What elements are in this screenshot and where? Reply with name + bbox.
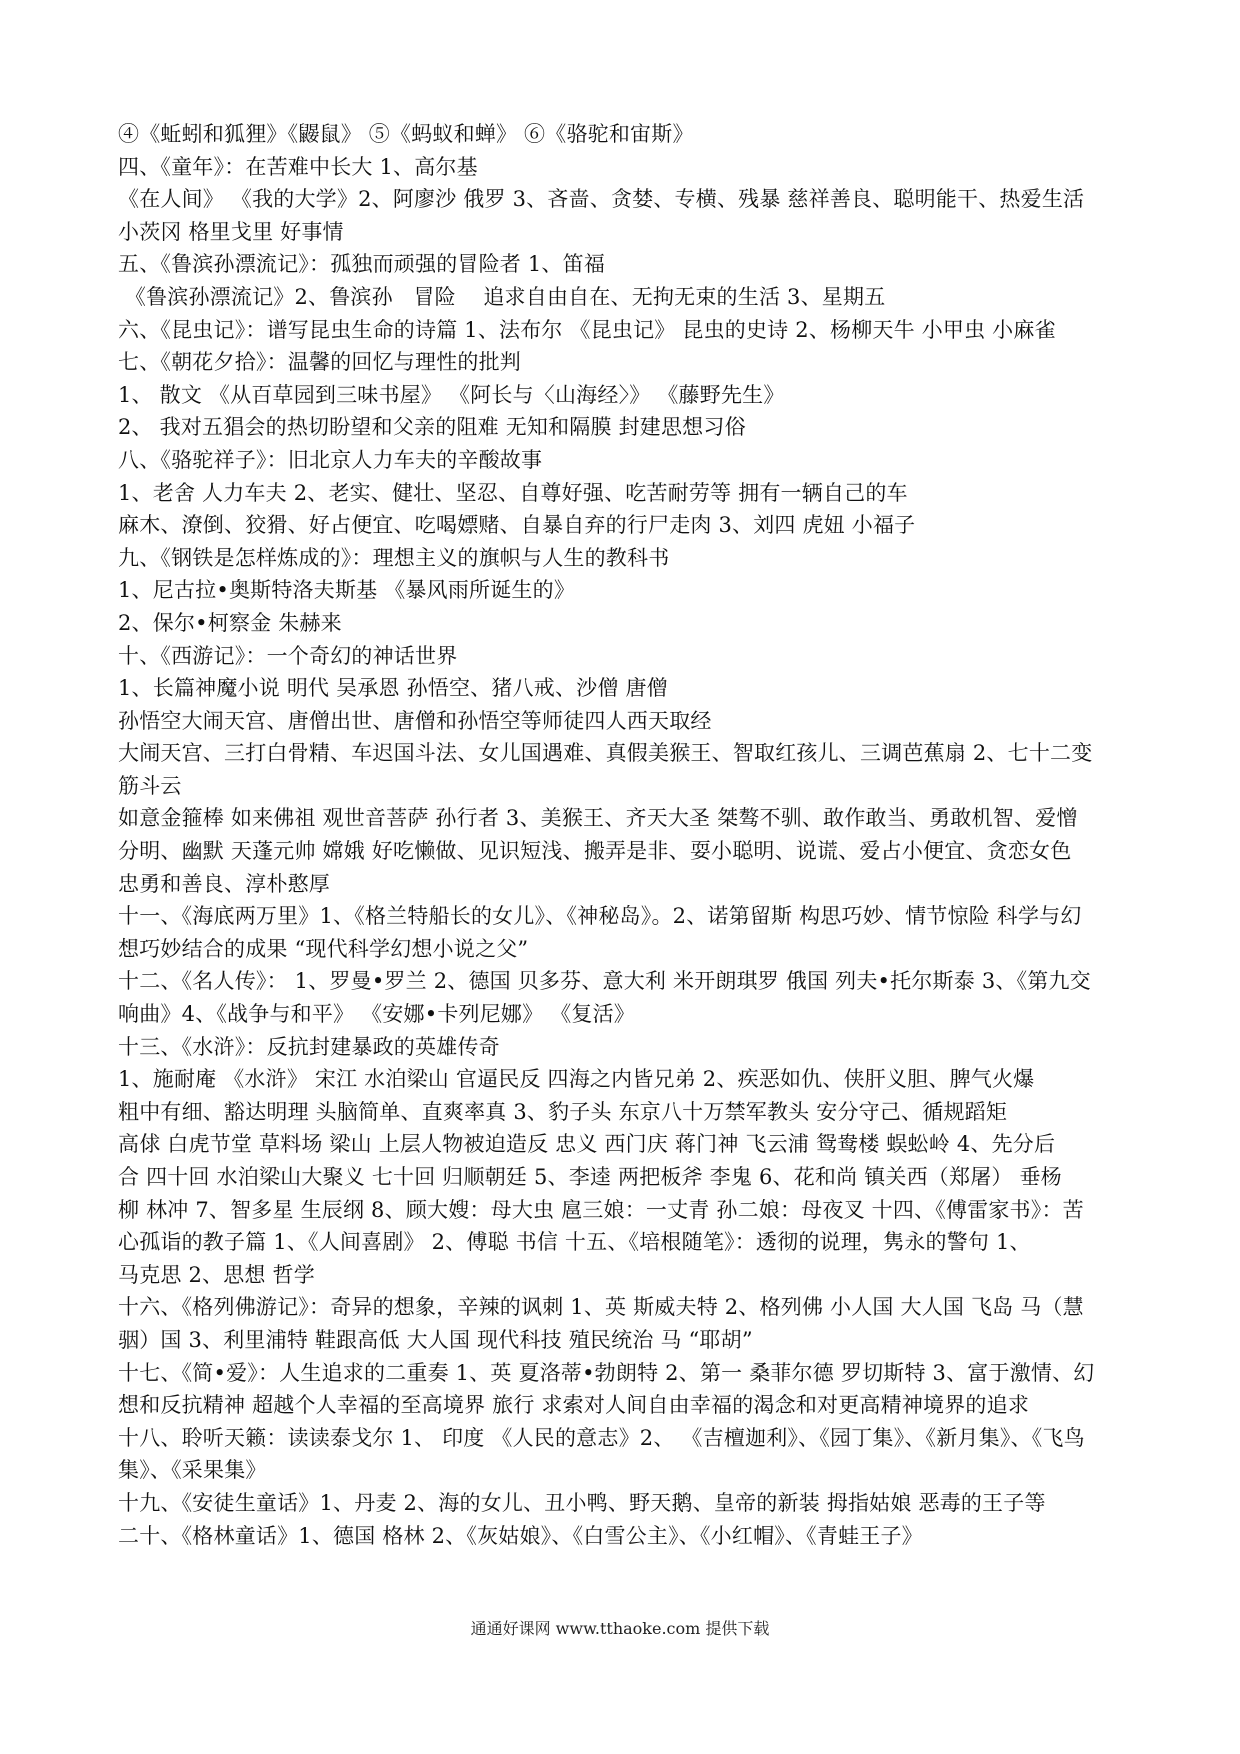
text-line: 大闹天宫、三打白骨精、车迟国斗法、女儿国遇难、真假美猴王、智取红孩儿、三调芭蕉扇 2、七十二变: [118, 741, 1093, 766]
text-line: 2、保尔•柯察金 朱赫来: [118, 610, 342, 635]
text-line: 五、《鲁滨孙漂流记》：孤独而顽强的冒险者 1、笛福: [118, 252, 606, 277]
text-line: 十二、《名人传》： 1、罗曼•罗兰 2、德国 贝多芬、意大利 米开朗琪罗 俄国 列夫•托尔斯泰 3、《第九交: [118, 969, 1091, 994]
text-line: 十三、《水浒》：反抗封建暴政的英雄传奇: [118, 1034, 500, 1059]
document-body: [118, 118, 1130, 1552]
text-line: 二十、《格林童话》1、德国 格林 2、《灰姑娘》、《白雪公主》、《小红帽》、《青蛙王子》: [118, 1523, 923, 1548]
text-line: 1、老舍 人力车夫 2、老实、健壮、坚忍、自尊好强、吃苦耐劳等 拥有一辆自己的车: [118, 480, 908, 505]
text-line: 柳 林冲 7、智多星 生辰纲 8、顾大嫂：母大虫 扈三娘：一丈青 孙二娘：母夜叉 十四、《傅雷家书》：苦: [118, 1197, 1084, 1222]
text-line: 1、施耐庵 《水浒》 宋江 水泊梁山 官逼民反 四海之内皆兄弟 2、疾恶如仇、侠肝义胆、脾气火爆: [118, 1067, 1035, 1092]
text-line: 孙悟空大闹天宫、唐僧出世、唐僧和孙悟空等师徒四人西天取经: [118, 708, 712, 733]
text-line: 想和反抗精神 超越个人幸福的至高境界 旅行 求索对人间自由幸福的渴念和对更高精神境界的追求: [118, 1393, 1030, 1418]
text-line: 1、 散文 《从百草园到三味书屋》 《阿长与〈山海经〉》 《藤野先生》: [118, 382, 785, 407]
text-line: 高俅 白虎节堂 草料场 梁山 上层人物被迫造反 忠义 西门庆 蒋门神 飞云浦 鸳鸯楼 蜈蚣岭 4、先分后: [118, 1132, 1056, 1157]
text-line: 六、《昆虫记》：谱写昆虫生命的诗篇 1、法布尔 《昆虫记》 昆虫的史诗 2、杨柳天牛 小甲虫 小麻雀: [118, 317, 1056, 342]
text-line: 《在人间》 《我的大学》2、阿廖沙 俄罗 3、吝啬、贪婪、专横、残暴 慈祥善良、聪明能干、热爱生活: [118, 187, 1085, 212]
text-line: 2、 我对五猖会的热切盼望和父亲的阻难 无知和隔膜 封建思想习俗: [118, 415, 746, 440]
page-footer: 通通好课网 www.tthaoke.com 提供下载: [470, 1619, 770, 1638]
text-line: 心孤诣的教子篇 1、《人间喜剧》 2、傅聪 书信 十五、《培根随笔》：透彻的说理，隽永的警句 1、: [118, 1230, 1031, 1255]
text-line: 如意金箍棒 如来佛祖 观世音菩萨 孙行者 3、美猴王、齐天大圣 桀骜不驯、敢作敢当、勇敢机智、爱憎: [118, 806, 1078, 831]
text-line: 八、《骆驼祥子》：旧北京人力车夫的辛酸故事: [118, 447, 543, 472]
text-line: 《鲁滨孙漂流记》2、鲁滨孙 冒险 追求自由自在、无拘无束的生活 3、星期五: [118, 284, 886, 309]
text-line: 十七、《简•爱》：人生追求的二重奏 1、英 夏洛蒂•勃朗特 2、第一 桑菲尔德 罗切斯特 3、富于激情、幻: [118, 1360, 1095, 1385]
text-line: 麻木、潦倒、狡猾、好占便宜、吃喝嫖赌、自暴自弃的行尸走肉 3、刘四 虎妞 小福子: [118, 513, 916, 538]
text-line: 四、《童年》：在苦难中长大 1、高尔基: [118, 154, 478, 179]
text-line: 忠勇和善良、淳朴憨厚: [118, 871, 330, 896]
text-line: 分明、幽默 天蓬元帅 嫦娥 好吃懒做、见识短浅、搬弄是非、耍小聪明、说谎、爱占小便宜、贪恋女色: [118, 839, 1072, 864]
text-line: 十六、《格列佛游记》：奇异的想象，辛辣的讽刺 1、英 斯威夫特 2、格列佛 小人国 大人国 飞岛 马（慧: [118, 1295, 1084, 1320]
text-line: 响曲》4、《战争与和平》 《安娜•卡列尼娜》 《复活》: [118, 1002, 635, 1027]
text-line: 粗中有细、豁达明理 头脑简单、直爽率真 3、豹子头 东京八十万禁军教头 安分守己、循规蹈矩: [118, 1099, 1008, 1124]
text-line: 马克思 2、思想 哲学: [118, 1262, 315, 1287]
text-line: 想巧妙结合的成果 “现代科学幻想小说之父”: [118, 936, 529, 961]
text-line: 十八、聆听天籁：读读泰戈尔 1、 印度 《人民的意志》2、 《吉檀迦利》、《园丁集》、《新月集》、《飞鸟: [118, 1425, 1085, 1450]
text-line: 十一、《海底两万里》1、《格兰特船长的女儿》、《神秘岛》。2、诺第留斯 构思巧妙、情节惊险 科学与幻: [118, 904, 1082, 929]
text-line: 七、《朝花夕拾》：温馨的回忆与理性的批判: [118, 350, 521, 375]
text-line: 1、长篇神魔小说 明代 吴承恩 孙悟空、猪八戒、沙僧 唐僧: [118, 676, 668, 701]
text-line: 筋斗云: [118, 773, 182, 798]
text-line: 十、《西游记》：一个奇幻的神话世界: [118, 643, 458, 668]
text-line: 集》、《采果集》: [118, 1458, 267, 1483]
text-line: 小茨冈 格里戈里 好事情: [118, 219, 344, 244]
text-line: 1、尼古拉•奥斯特洛夫斯基 《暴风雨所诞生的》: [118, 578, 576, 603]
text-line: 十九、《安徒生童话》1、丹麦 2、海的女儿、丑小鸭、野天鹅、皇帝的新装 拇指姑娘 恶毒的王子等: [118, 1490, 1046, 1515]
text-line: 骃）国 3、利里浦特 鞋跟高低 大人国 现代科技 殖民统治 马 “耶胡”: [118, 1327, 753, 1352]
text-line: 九、《钢铁是怎样炼成的》：理想主义的旗帜与人生的教科书: [118, 545, 670, 570]
text-line: ④《蚯蚓和狐狸》《鼹鼠》 ⑤《蚂蚁和蝉》 ⑥《骆驼和宙斯》: [118, 122, 694, 146]
text-line: 合 四十回 水泊梁山大聚义 七十回 归顺朝廷 5、李逵 两把板斧 李鬼 6、花和尚 镇关西（郑屠） 垂杨: [118, 1165, 1062, 1189]
